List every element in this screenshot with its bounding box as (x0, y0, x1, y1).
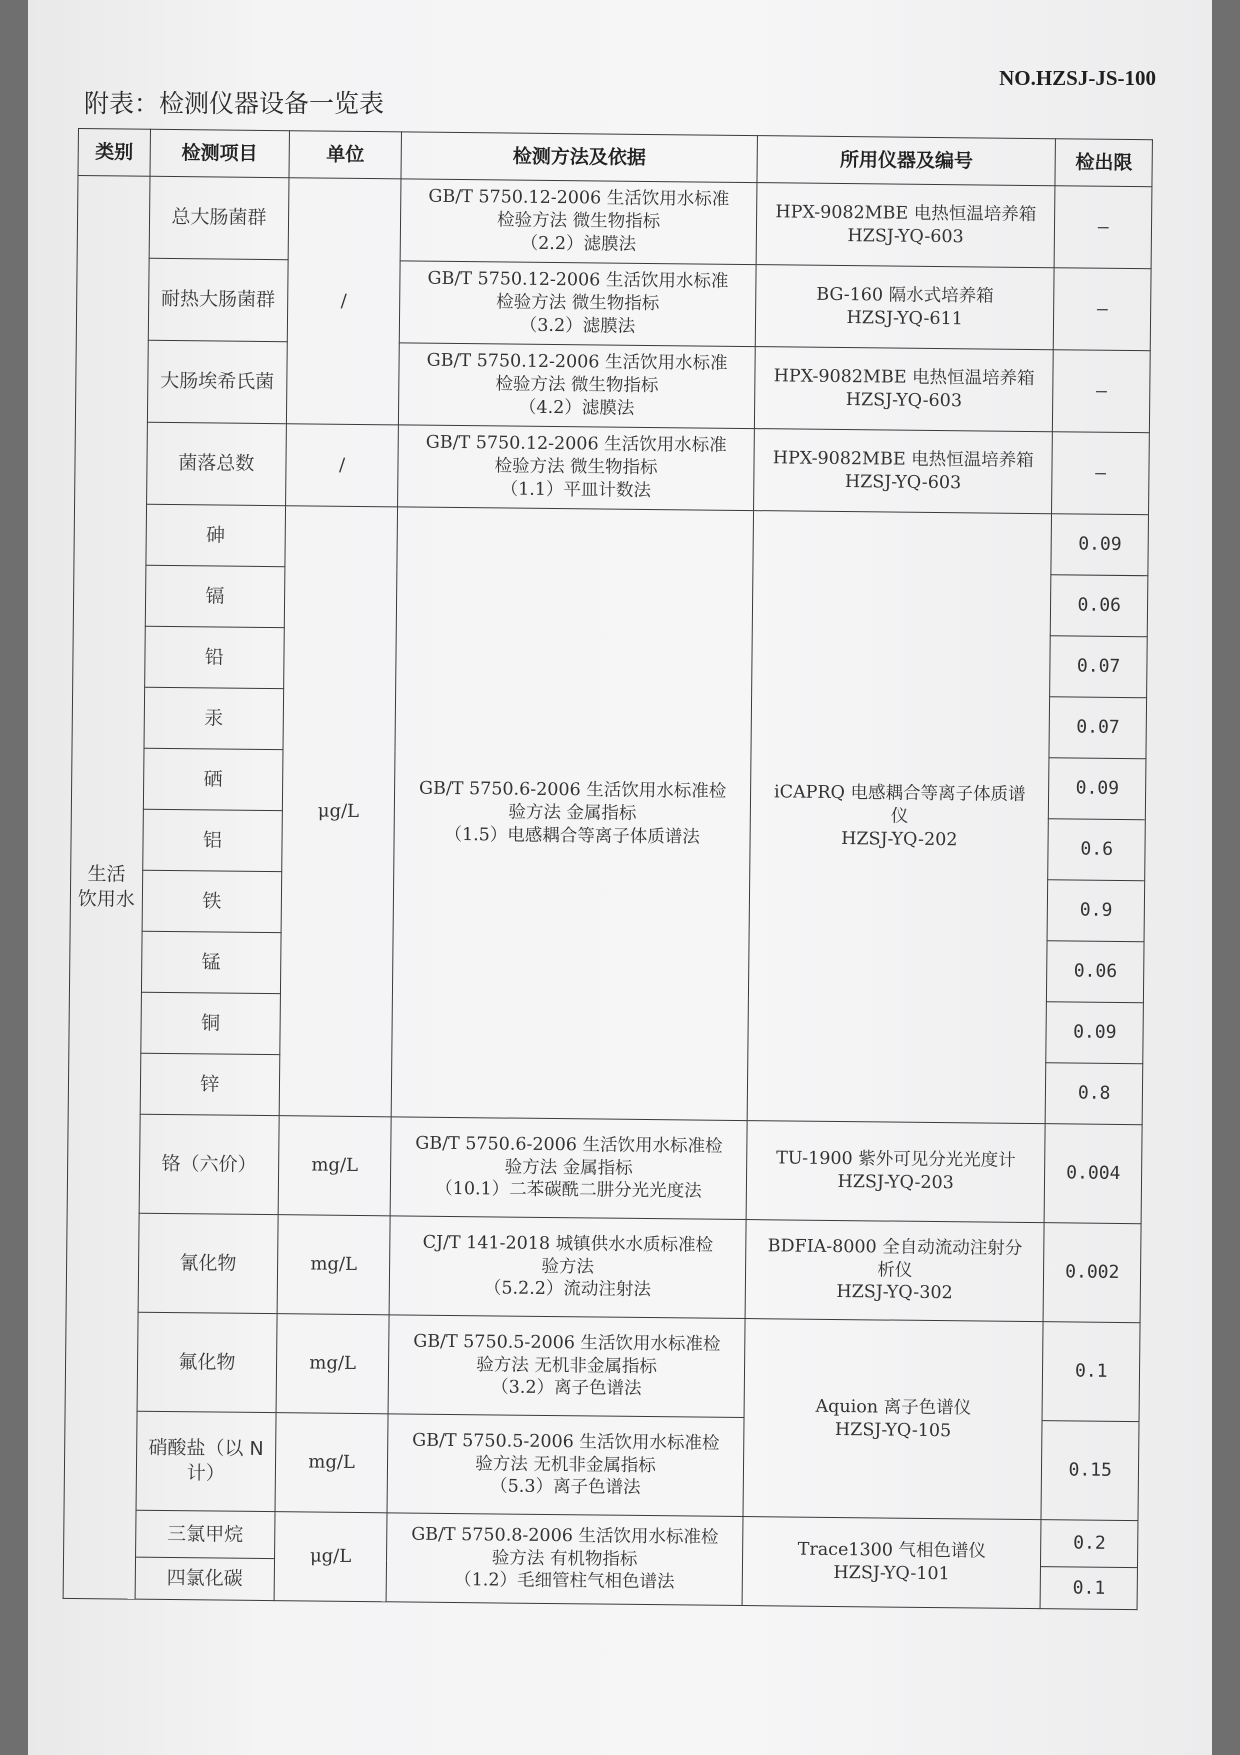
document-page (28, 0, 1212, 1755)
limit-cell: 0.1 (1042, 1322, 1140, 1422)
item-cell: 氟化物 (137, 1312, 277, 1412)
method-cell: GB/T 5750.8-2006 生活饮用水标准检 验方法 有机物指标 （1.2）毛细管柱气相色谱法 (386, 1513, 743, 1606)
item-cell: 砷 (146, 504, 286, 566)
unit-cell: / (286, 178, 401, 425)
item-cell: 锌 (140, 1053, 280, 1115)
method-cell: GB/T 5750.12-2006 生活饮用水标准 检验方法 微生物指标 （2.2）滤膜法 (400, 179, 757, 265)
item-cell: 总大肠菌群 (149, 176, 289, 259)
item-cell: 镉 (145, 565, 285, 627)
limit-cell: 0.002 (1044, 1223, 1142, 1323)
category-cell: 生活 饮用水 (63, 176, 150, 1600)
item-cell: 铅 (144, 626, 284, 688)
instrument-cell: HPX-9082MBE 电热恒温培养箱 HZSJ-YQ-603 (753, 429, 1052, 514)
instrument-table (63, 128, 1153, 1610)
table-row (76, 257, 1151, 350)
table-row (77, 176, 1152, 269)
unit-cell: μg/L (279, 506, 398, 1117)
item-cell: 硒 (143, 748, 283, 810)
item-cell: 铜 (141, 992, 281, 1054)
item-cell: 耐热大肠菌群 (148, 258, 288, 341)
table-row (67, 1113, 1142, 1223)
limit-cell: 0.07 (1049, 697, 1146, 759)
limit-cell: 0.07 (1050, 636, 1147, 698)
header-item: 检测项目 (150, 129, 290, 177)
unit-cell: μg/L (274, 1512, 387, 1602)
method-cell: CJ/T 141-2018 城镇供水水质标准检 验方法 （5.2.2）流动注射法 (389, 1216, 746, 1319)
table-row (74, 503, 1149, 575)
limit-cell: 0.09 (1051, 514, 1148, 576)
item-cell: 铝 (143, 809, 283, 871)
document-number: NO.HZSJ-JS-100 (999, 66, 1156, 90)
table-row (66, 1212, 1141, 1322)
header-category: 类别 (78, 129, 150, 177)
limit-cell: 0.09 (1049, 758, 1146, 820)
item-cell: 汞 (144, 687, 284, 749)
limit-cell: 0.2 (1041, 1520, 1138, 1568)
method-cell: GB/T 5750.12-2006 生活饮用水标准 检验方法 微生物指标 （1.1）平皿计数法 (398, 425, 755, 511)
unit-cell: mg/L (275, 1413, 388, 1513)
unit-cell: mg/L (276, 1314, 389, 1414)
item-cell: 氰化物 (138, 1213, 278, 1313)
instrument-cell: Trace1300 气相色谱仪 HZSJ-YQ-101 (742, 1517, 1041, 1609)
limit-cell: 0.9 (1047, 880, 1144, 942)
table-row (75, 421, 1150, 514)
item-cell: 四氯化碳 (135, 1557, 275, 1600)
unit-cell: mg/L (278, 1116, 391, 1216)
item-cell: 锰 (141, 931, 281, 993)
limit-cell: — (1053, 350, 1150, 433)
item-cell: 铬（六价） (139, 1114, 279, 1214)
item-cell: 菌落总数 (146, 422, 286, 505)
header-method: 检测方法及依据 (401, 132, 757, 183)
limit-cell: 0.06 (1047, 941, 1144, 1003)
item-cell: 铁 (142, 870, 282, 932)
limit-cell: 0.06 (1051, 575, 1148, 637)
instrument-cell: BDFIA-8000 全自动流动注射分 析仪 HZSJ-YQ-302 (745, 1220, 1045, 1322)
limit-cell: 0.15 (1041, 1421, 1139, 1521)
method-cell: GB/T 5750.5-2006 生活饮用水标准检 验方法 无机非金属指标 （5.3）离子色谱法 (387, 1414, 744, 1517)
instrument-cell: HPX-9082MBE 电热恒温培养箱 HZSJ-YQ-603 (756, 183, 1055, 268)
limit-cell: — (1052, 432, 1149, 515)
instrument-cell: BG-160 隔水式培养箱 HZSJ-YQ-611 (755, 265, 1054, 350)
item-cell: 三氯甲烷 (135, 1510, 275, 1558)
limit-cell: — (1055, 186, 1152, 269)
limit-cell: 0.004 (1045, 1124, 1143, 1224)
method-cell: GB/T 5750.12-2006 生活饮用水标准 检验方法 微生物指标 （4.2）滤膜法 (399, 343, 756, 429)
header-instrument: 所用仪器及编号 (757, 136, 1056, 186)
limit-cell: — (1054, 268, 1151, 351)
page-title: 附表：检测仪器设备一览表 (84, 89, 385, 118)
method-cell: GB/T 5750.6-2006 生活饮用水标准检 验方法 金属指标 （1.5）电感耦合等离子体质谱法 (391, 507, 753, 1121)
unit-cell: / (286, 424, 399, 507)
limit-cell: 0.6 (1048, 819, 1145, 881)
instrument-cell: HPX-9082MBE 电热恒温培养箱 HZSJ-YQ-603 (754, 347, 1053, 432)
instrument-cell: TU-1900 紫外可见分光光度计 HZSJ-YQ-203 (746, 1121, 1046, 1223)
method-cell: GB/T 5750.6-2006 生活饮用水标准检 验方法 金属指标 （10.1）二苯碳酰二肼分光光度法 (390, 1117, 747, 1220)
limit-cell: 0.8 (1046, 1063, 1143, 1125)
method-cell: GB/T 5750.12-2006 生活饮用水标准 检验方法 微生物指标 （3.2）滤膜法 (399, 261, 756, 347)
limit-cell: 0.1 (1041, 1567, 1138, 1610)
method-cell: GB/T 5750.5-2006 生活饮用水标准检 验方法 无机非金属指标 （3.2）离子色谱法 (388, 1315, 745, 1418)
header-unit: 单位 (289, 131, 402, 179)
item-cell: 大肠埃希氏菌 (147, 340, 287, 423)
item-cell: 硝酸盐（以 N 计） (136, 1411, 276, 1511)
instrument-cell: iCAPRQ 电感耦合等离子体质谱 仪 HZSJ-YQ-202 (747, 511, 1052, 1124)
header-limit: 检出限 (1055, 139, 1152, 187)
limit-cell: 0.09 (1046, 1002, 1143, 1064)
unit-cell: mg/L (277, 1215, 390, 1315)
instrument-cell: Aquion 离子色谱仪 HZSJ-YQ-105 (743, 1319, 1044, 1520)
table-row (75, 339, 1150, 432)
table-row (65, 1311, 1140, 1421)
